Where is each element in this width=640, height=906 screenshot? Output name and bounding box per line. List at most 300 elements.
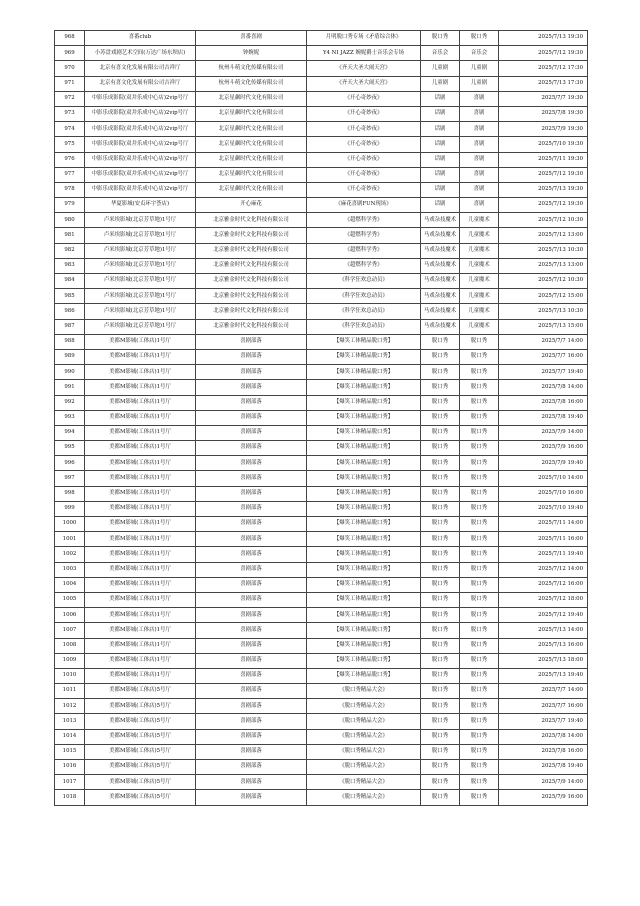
- row-number-cell: 1005: [55, 592, 85, 607]
- organizer-cell: 北京雅金时代文化科技有限公司: [196, 274, 307, 289]
- subcategory-cell: 儿童魔术: [460, 228, 499, 243]
- venue-cell: 中影乐成影院(双井乐成中心店)2vip号厅: [85, 106, 196, 121]
- subcategory-cell: 脱口秀: [460, 547, 499, 562]
- show-datetime-cell: 2025/7/7 19:40: [499, 714, 588, 729]
- venue-cell: 美都M影城(工体店)1号厅: [85, 608, 196, 623]
- category-cell: 脱口秀: [421, 775, 460, 790]
- subcategory-cell: 脱口秀: [460, 349, 499, 364]
- table-row: [55, 699, 588, 714]
- show-title-cell: 《开心奇妙夜》: [307, 91, 421, 106]
- show-title-cell: 【爆笑工体精品脱口秀】: [307, 562, 421, 577]
- venue-cell: 小苏盘戏剧艺术空间(万达广场东坝店): [85, 46, 196, 61]
- organizer-cell: 北京雅金时代文化科技有限公司: [196, 289, 307, 304]
- organizer-cell: 开心麻花: [196, 198, 307, 213]
- venue-cell: 美都M影城(工体店)1号厅: [85, 365, 196, 380]
- subcategory-cell: 脱口秀: [460, 501, 499, 516]
- row-number-cell: 1004: [55, 577, 85, 592]
- organizer-cell: 喜剧部落: [196, 410, 307, 425]
- venue-cell: 美都M影城(工体店)1号厅: [85, 547, 196, 562]
- organizer-cell: 喜剧部落: [196, 562, 307, 577]
- subcategory-cell: 脱口秀: [460, 31, 499, 46]
- show-datetime-cell: 2025/7/11 19:30: [499, 152, 588, 167]
- subcategory-cell: 脱口秀: [460, 699, 499, 714]
- category-cell: 脱口秀: [421, 334, 460, 349]
- show-title-cell: 《脱口秀精品大会》: [307, 684, 421, 699]
- category-cell: 话剧: [421, 122, 460, 137]
- category-cell: 儿童剧: [421, 61, 460, 76]
- subcategory-cell: 喜剧: [460, 122, 499, 137]
- row-number-cell: 1006: [55, 608, 85, 623]
- subcategory-cell: 脱口秀: [460, 638, 499, 653]
- organizer-cell: 钟婉妮: [196, 46, 307, 61]
- category-cell: 脱口秀: [421, 790, 460, 805]
- category-cell: 脱口秀: [421, 501, 460, 516]
- organizer-cell: 喜剧部落: [196, 517, 307, 532]
- row-number-cell: 989: [55, 349, 85, 364]
- show-title-cell: 《开心奇妙夜》: [307, 122, 421, 137]
- category-cell: 马戏杂技魔术: [421, 274, 460, 289]
- row-number-cell: 974: [55, 122, 85, 137]
- organizer-cell: 北京雅金时代文化科技有限公司: [196, 243, 307, 258]
- show-datetime-cell: 2025/7/8 14:00: [499, 729, 588, 744]
- category-cell: 脱口秀: [421, 608, 460, 623]
- show-title-cell: 《科学狂欢总动员》: [307, 289, 421, 304]
- venue-cell: 美都M影城(工体店)5号厅: [85, 684, 196, 699]
- table-row: [55, 623, 588, 638]
- row-number-cell: 979: [55, 198, 85, 213]
- row-number-cell: 1013: [55, 714, 85, 729]
- organizer-cell: 喜剧部落: [196, 349, 307, 364]
- subcategory-cell: 脱口秀: [460, 760, 499, 775]
- organizer-cell: 喜剧部落: [196, 684, 307, 699]
- show-datetime-cell: 2025/7/12 14:00: [499, 562, 588, 577]
- venue-cell: 美都M影城(工体店)1号厅: [85, 517, 196, 532]
- venue-cell: 中影乐成影院(双井乐成中心店)2vip号厅: [85, 91, 196, 106]
- subcategory-cell: 儿童魔术: [460, 289, 499, 304]
- organizer-cell: 喜剧部落: [196, 744, 307, 759]
- row-number-cell: 1016: [55, 760, 85, 775]
- show-title-cell: 《脱口秀精品大会》: [307, 790, 421, 805]
- venue-cell: 中影乐成影院(双井乐成中心店)2vip号厅: [85, 167, 196, 182]
- show-datetime-cell: 2025/7/10 16:00: [499, 486, 588, 501]
- table-row: [55, 577, 588, 592]
- show-title-cell: 【爆笑工体精品脱口秀】: [307, 592, 421, 607]
- category-cell: 脱口秀: [421, 486, 460, 501]
- show-datetime-cell: 2025/7/9 19:40: [499, 456, 588, 471]
- subcategory-cell: 喜剧: [460, 106, 499, 121]
- row-number-cell: 969: [55, 46, 85, 61]
- venue-cell: 中影乐成影院(双井乐成中心店)2vip号厅: [85, 152, 196, 167]
- row-number-cell: 973: [55, 106, 85, 121]
- category-cell: 话剧: [421, 167, 460, 182]
- subcategory-cell: 儿童魔术: [460, 213, 499, 228]
- table-row: [55, 684, 588, 699]
- row-number-cell: 1012: [55, 699, 85, 714]
- organizer-cell: 北京雅金时代文化科技有限公司: [196, 304, 307, 319]
- subcategory-cell: 脱口秀: [460, 380, 499, 395]
- category-cell: 脱口秀: [421, 668, 460, 683]
- category-cell: 马戏杂技魔术: [421, 243, 460, 258]
- table-row: [55, 349, 588, 364]
- table-row: [55, 182, 588, 197]
- row-number-cell: 1007: [55, 623, 85, 638]
- category-cell: 马戏杂技魔术: [421, 258, 460, 273]
- show-datetime-cell: 2025/7/13 14:00: [499, 623, 588, 638]
- table-row: [55, 638, 588, 653]
- row-number-cell: 998: [55, 486, 85, 501]
- show-datetime-cell: 2025/7/13 13:00: [499, 258, 588, 273]
- table-row: [55, 365, 588, 380]
- show-title-cell: 【爆笑工体精品脱口秀】: [307, 517, 421, 532]
- row-number-cell: 1002: [55, 547, 85, 562]
- row-number-cell: 975: [55, 137, 85, 152]
- table-row: [55, 31, 588, 46]
- show-datetime-cell: 2025/7/8 19:40: [499, 410, 588, 425]
- show-datetime-cell: 2025/7/8 16:00: [499, 395, 588, 410]
- venue-cell: 中影乐成影院(双井乐成中心店)2vip号厅: [85, 182, 196, 197]
- show-datetime-cell: 2025/7/12 10:30: [499, 213, 588, 228]
- category-cell: 话剧: [421, 91, 460, 106]
- category-cell: 话剧: [421, 106, 460, 121]
- table-row: [55, 760, 588, 775]
- subcategory-cell: 喜剧: [460, 167, 499, 182]
- show-title-cell: 【爆笑工体精品脱口秀】: [307, 334, 421, 349]
- organizer-cell: 杭州斗萌文化传媒有限公司: [196, 61, 307, 76]
- show-datetime-cell: 2025/7/13 19:30: [499, 182, 588, 197]
- organizer-cell: 喜番喜剧: [196, 31, 307, 46]
- category-cell: 音乐会: [421, 46, 460, 61]
- table-row: [55, 744, 588, 759]
- category-cell: 脱口秀: [421, 349, 460, 364]
- show-datetime-cell: 2025/7/12 18:00: [499, 592, 588, 607]
- show-title-cell: 《超燃科学秀》: [307, 228, 421, 243]
- show-datetime-cell: 2025/7/12 17:30: [499, 61, 588, 76]
- row-number-cell: 972: [55, 91, 85, 106]
- category-cell: 脱口秀: [421, 395, 460, 410]
- subcategory-cell: 音乐会: [460, 46, 499, 61]
- venue-cell: 美都M影城(工体店)1号厅: [85, 410, 196, 425]
- subcategory-cell: 喜剧: [460, 137, 499, 152]
- venue-cell: 美都M影城(工体店)1号厅: [85, 577, 196, 592]
- show-title-cell: 《脱口秀精品大会》: [307, 714, 421, 729]
- category-cell: 儿童剧: [421, 76, 460, 91]
- venue-cell: 中影乐成影院(双井乐成中心店)2vip号厅: [85, 122, 196, 137]
- subcategory-cell: 脱口秀: [460, 395, 499, 410]
- organizer-cell: 喜剧部落: [196, 760, 307, 775]
- organizer-cell: 北京星飙时代文化有限公司: [196, 182, 307, 197]
- venue-cell: 美都M影城(工体店)1号厅: [85, 592, 196, 607]
- show-title-cell: 《超燃科学秀》: [307, 213, 421, 228]
- organizer-cell: 喜剧部落: [196, 699, 307, 714]
- category-cell: 脱口秀: [421, 638, 460, 653]
- show-title-cell: 《超燃科学秀》: [307, 258, 421, 273]
- show-datetime-cell: 2025/7/7 16:00: [499, 699, 588, 714]
- show-title-cell: 【爆笑工体精品脱口秀】: [307, 380, 421, 395]
- table-row: [55, 91, 588, 106]
- venue-cell: 美都M影城(工体店)5号厅: [85, 729, 196, 744]
- organizer-cell: 喜剧部落: [196, 608, 307, 623]
- subcategory-cell: 喜剧: [460, 91, 499, 106]
- venue-cell: 美都M影城(工体店)1号厅: [85, 441, 196, 456]
- subcategory-cell: 脱口秀: [460, 365, 499, 380]
- venue-cell: 美都M影城(工体店)1号厅: [85, 456, 196, 471]
- show-datetime-cell: 2025/7/9 16:00: [499, 441, 588, 456]
- category-cell: 话剧: [421, 182, 460, 197]
- row-number-cell: 968: [55, 31, 85, 46]
- subcategory-cell: 脱口秀: [460, 471, 499, 486]
- table-row: [55, 486, 588, 501]
- show-datetime-cell: 2025/7/7 19:30: [499, 91, 588, 106]
- table-row: [55, 243, 588, 258]
- show-datetime-cell: 2025/7/13 18:00: [499, 653, 588, 668]
- organizer-cell: 喜剧部落: [196, 729, 307, 744]
- show-title-cell: 【爆笑工体精品脱口秀】: [307, 532, 421, 547]
- organizer-cell: 北京星飙时代文化有限公司: [196, 167, 307, 182]
- table-row: [55, 198, 588, 213]
- subcategory-cell: 脱口秀: [460, 441, 499, 456]
- table-row: [55, 395, 588, 410]
- row-number-cell: 985: [55, 289, 85, 304]
- row-number-cell: 977: [55, 167, 85, 182]
- show-datetime-cell: 2025/7/12 19:30: [499, 167, 588, 182]
- table-row: [55, 137, 588, 152]
- show-title-cell: 【爆笑工体精品脱口秀】: [307, 501, 421, 516]
- subcategory-cell: 脱口秀: [460, 532, 499, 547]
- category-cell: 马戏杂技魔术: [421, 213, 460, 228]
- show-title-cell: 《麻花喜剧FUN现场》: [307, 198, 421, 213]
- venue-cell: 卢米埃影城(北京芳草地)1号厅: [85, 213, 196, 228]
- show-title-cell: 【爆笑工体精品脱口秀】: [307, 395, 421, 410]
- venue-cell: 卢米埃影城(北京芳草地)1号厅: [85, 228, 196, 243]
- category-cell: 脱口秀: [421, 744, 460, 759]
- organizer-cell: 喜剧部落: [196, 501, 307, 516]
- show-title-cell: 【爆笑工体精品脱口秀】: [307, 349, 421, 364]
- show-datetime-cell: 2025/7/13 16:00: [499, 638, 588, 653]
- organizer-cell: 喜剧部落: [196, 790, 307, 805]
- show-title-cell: 《脱口秀精品大会》: [307, 699, 421, 714]
- organizer-cell: 北京星飙时代文化有限公司: [196, 106, 307, 121]
- table-row: [55, 547, 588, 562]
- venue-cell: 美都M影城(工体店)5号厅: [85, 790, 196, 805]
- subcategory-cell: 脱口秀: [460, 744, 499, 759]
- table-row: [55, 380, 588, 395]
- show-datetime-cell: 2025/7/10 19:30: [499, 137, 588, 152]
- venue-cell: 美都M影城(工体店)1号厅: [85, 395, 196, 410]
- row-number-cell: 971: [55, 76, 85, 91]
- category-cell: 脱口秀: [421, 441, 460, 456]
- organizer-cell: 喜剧部落: [196, 547, 307, 562]
- row-number-cell: 1017: [55, 775, 85, 790]
- venue-cell: 美都M影城(工体店)1号厅: [85, 562, 196, 577]
- show-title-cell: 【爆笑工体精品脱口秀】: [307, 547, 421, 562]
- show-title-cell: 【爆笑工体精品脱口秀】: [307, 668, 421, 683]
- venue-cell: 喜番club: [85, 31, 196, 46]
- table-row: [55, 608, 588, 623]
- venue-cell: 卢米埃影城(北京芳草地)1号厅: [85, 319, 196, 334]
- show-datetime-cell: 2025/7/12 19:30: [499, 46, 588, 61]
- show-title-cell: 【爆笑工体精品脱口秀】: [307, 410, 421, 425]
- row-number-cell: 987: [55, 319, 85, 334]
- show-title-cell: 《科学狂欢总动员》: [307, 319, 421, 334]
- row-number-cell: 997: [55, 471, 85, 486]
- row-number-cell: 988: [55, 334, 85, 349]
- show-datetime-cell: 2025/7/11 16:00: [499, 532, 588, 547]
- table-row: [55, 228, 588, 243]
- show-datetime-cell: 2025/7/12 19:40: [499, 608, 588, 623]
- organizer-cell: 喜剧部落: [196, 395, 307, 410]
- show-title-cell: 【爆笑工体精品脱口秀】: [307, 577, 421, 592]
- table-row: [55, 790, 588, 805]
- table-row: [55, 410, 588, 425]
- show-title-cell: 月明脱口秀专场《矛盾综合体》: [307, 31, 421, 46]
- table-row: [55, 592, 588, 607]
- category-cell: 脱口秀: [421, 714, 460, 729]
- organizer-cell: 喜剧部落: [196, 380, 307, 395]
- organizer-cell: 喜剧部落: [196, 365, 307, 380]
- subcategory-cell: 脱口秀: [460, 577, 499, 592]
- row-number-cell: 993: [55, 410, 85, 425]
- category-cell: 马戏杂技魔术: [421, 319, 460, 334]
- category-cell: 脱口秀: [421, 699, 460, 714]
- table-row: [55, 668, 588, 683]
- venue-cell: 美都M影城(工体店)5号厅: [85, 744, 196, 759]
- subcategory-cell: 儿童剧: [460, 61, 499, 76]
- subcategory-cell: 儿童魔术: [460, 243, 499, 258]
- subcategory-cell: 脱口秀: [460, 668, 499, 683]
- row-number-cell: 1001: [55, 532, 85, 547]
- show-title-cell: 《齐天大圣大闹天宫》: [307, 61, 421, 76]
- subcategory-cell: 儿童魔术: [460, 319, 499, 334]
- category-cell: 话剧: [421, 137, 460, 152]
- subcategory-cell: 儿童魔术: [460, 274, 499, 289]
- show-title-cell: 【爆笑工体精品脱口秀】: [307, 456, 421, 471]
- organizer-cell: 喜剧部落: [196, 623, 307, 638]
- organizer-cell: 北京雅金时代文化科技有限公司: [196, 319, 307, 334]
- show-datetime-cell: 2025/7/8 19:40: [499, 760, 588, 775]
- subcategory-cell: 脱口秀: [460, 775, 499, 790]
- show-datetime-cell: 2025/7/7 16:00: [499, 349, 588, 364]
- category-cell: 脱口秀: [421, 592, 460, 607]
- show-title-cell: 【爆笑工体精品脱口秀】: [307, 425, 421, 440]
- venue-cell: 美都M影城(工体店)1号厅: [85, 501, 196, 516]
- show-datetime-cell: 2025/7/9 14:00: [499, 425, 588, 440]
- show-title-cell: 《开心奇妙夜》: [307, 152, 421, 167]
- category-cell: 脱口秀: [421, 380, 460, 395]
- subcategory-cell: 脱口秀: [460, 729, 499, 744]
- venue-cell: 卢米埃影城(北京芳草地)1号厅: [85, 258, 196, 273]
- subcategory-cell: 脱口秀: [460, 425, 499, 440]
- subcategory-cell: 儿童魔术: [460, 258, 499, 273]
- venue-cell: 美都M影城(工体店)1号厅: [85, 623, 196, 638]
- subcategory-cell: 脱口秀: [460, 486, 499, 501]
- subcategory-cell: 喜剧: [460, 152, 499, 167]
- organizer-cell: 喜剧部落: [196, 456, 307, 471]
- show-datetime-cell: 2025/7/12 16:00: [499, 577, 588, 592]
- table-row: [55, 532, 588, 547]
- venue-cell: 美都M影城(工体店)5号厅: [85, 714, 196, 729]
- row-number-cell: 981: [55, 228, 85, 243]
- organizer-cell: 北京星飙时代文化有限公司: [196, 152, 307, 167]
- subcategory-cell: 脱口秀: [460, 456, 499, 471]
- category-cell: 马戏杂技魔术: [421, 304, 460, 319]
- show-title-cell: 【爆笑工体精品脱口秀】: [307, 638, 421, 653]
- subcategory-cell: 脱口秀: [460, 684, 499, 699]
- venue-cell: 美都M影城(工体店)5号厅: [85, 699, 196, 714]
- show-title-cell: 《开心奇妙夜》: [307, 182, 421, 197]
- show-datetime-cell: 2025/7/11 14:00: [499, 517, 588, 532]
- row-number-cell: 1010: [55, 668, 85, 683]
- show-datetime-cell: 2025/7/8 14:00: [499, 380, 588, 395]
- subcategory-cell: 脱口秀: [460, 608, 499, 623]
- show-datetime-cell: 2025/7/11 19:40: [499, 547, 588, 562]
- organizer-cell: 喜剧部落: [196, 668, 307, 683]
- subcategory-cell: 喜剧: [460, 198, 499, 213]
- show-title-cell: 【爆笑工体精品脱口秀】: [307, 486, 421, 501]
- row-number-cell: 976: [55, 152, 85, 167]
- category-cell: 脱口秀: [421, 456, 460, 471]
- show-datetime-cell: 2025/7/12 15:00: [499, 289, 588, 304]
- show-title-cell: 《开心奇妙夜》: [307, 106, 421, 121]
- category-cell: 脱口秀: [421, 425, 460, 440]
- show-title-cell: 【爆笑工体精品脱口秀】: [307, 623, 421, 638]
- organizer-cell: 喜剧部落: [196, 471, 307, 486]
- category-cell: 脱口秀: [421, 623, 460, 638]
- organizer-cell: 喜剧部落: [196, 425, 307, 440]
- category-cell: 脱口秀: [421, 365, 460, 380]
- category-cell: 脱口秀: [421, 410, 460, 425]
- show-title-cell: 《超燃科学秀》: [307, 243, 421, 258]
- show-datetime-cell: 2025/7/12 13:00: [499, 228, 588, 243]
- organizer-cell: 喜剧部落: [196, 532, 307, 547]
- venue-cell: 美都M影城(工体店)1号厅: [85, 471, 196, 486]
- table-row: [55, 562, 588, 577]
- subcategory-cell: 脱口秀: [460, 714, 499, 729]
- subcategory-cell: 脱口秀: [460, 653, 499, 668]
- table-row: [55, 517, 588, 532]
- table-row: [55, 304, 588, 319]
- organizer-cell: 喜剧部落: [196, 638, 307, 653]
- row-number-cell: 994: [55, 425, 85, 440]
- show-datetime-cell: 2025/7/8 16:00: [499, 744, 588, 759]
- show-title-cell: 《脱口秀精品大会》: [307, 775, 421, 790]
- row-number-cell: 978: [55, 182, 85, 197]
- category-cell: 话剧: [421, 198, 460, 213]
- row-number-cell: 980: [55, 213, 85, 228]
- row-number-cell: 984: [55, 274, 85, 289]
- venue-cell: 美都M影城(工体店)5号厅: [85, 775, 196, 790]
- subcategory-cell: 儿童剧: [460, 76, 499, 91]
- show-datetime-cell: 2025/7/9 19:30: [499, 122, 588, 137]
- table-row: [55, 441, 588, 456]
- organizer-cell: 喜剧部落: [196, 775, 307, 790]
- subcategory-cell: 儿童魔术: [460, 304, 499, 319]
- show-title-cell: 《脱口秀精品大会》: [307, 760, 421, 775]
- venue-cell: 美都M影城(工体店)1号厅: [85, 349, 196, 364]
- venue-cell: 美都M影城(工体店)1号厅: [85, 425, 196, 440]
- show-datetime-cell: 2025/7/7 14:00: [499, 334, 588, 349]
- row-number-cell: 1011: [55, 684, 85, 699]
- venue-cell: 卢米埃影城(北京芳草地)1号厅: [85, 243, 196, 258]
- category-cell: 脱口秀: [421, 471, 460, 486]
- organizer-cell: 喜剧部落: [196, 441, 307, 456]
- venue-cell: 中影乐成影院(双井乐成中心店)2vip号厅: [85, 137, 196, 152]
- category-cell: 脱口秀: [421, 729, 460, 744]
- organizer-cell: 北京雅金时代文化科技有限公司: [196, 228, 307, 243]
- organizer-cell: 喜剧部落: [196, 486, 307, 501]
- organizer-cell: 喜剧部落: [196, 653, 307, 668]
- subcategory-cell: 脱口秀: [460, 790, 499, 805]
- category-cell: 脱口秀: [421, 760, 460, 775]
